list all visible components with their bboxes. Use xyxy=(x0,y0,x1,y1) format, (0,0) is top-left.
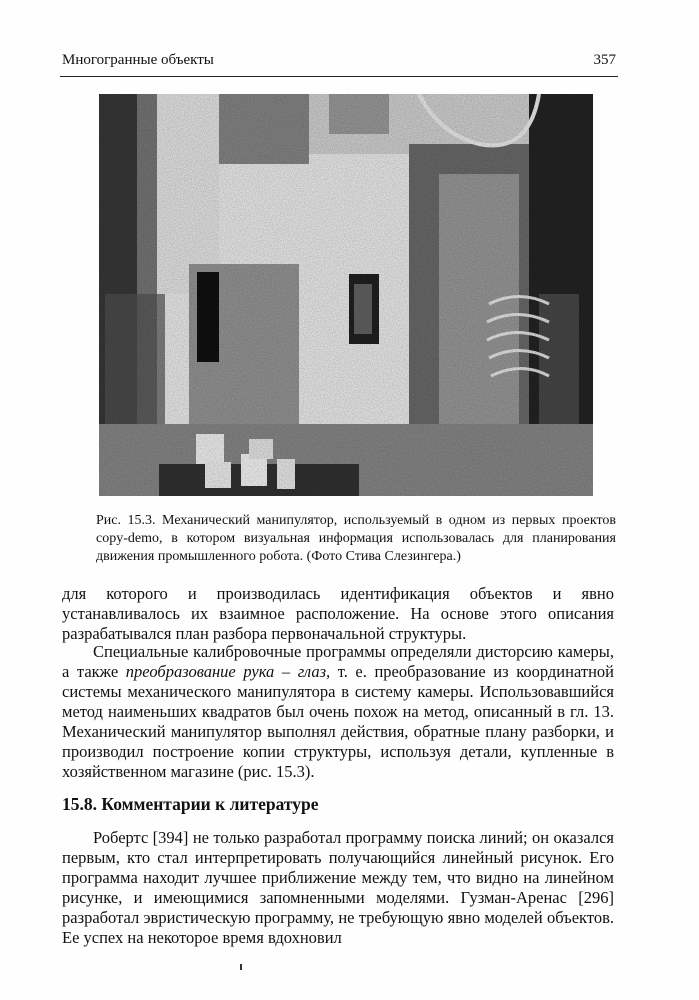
header-rule xyxy=(60,76,618,77)
paragraph-2 xyxy=(62,642,614,782)
figure-caption: Рис. 15.3. Механический манипулятор, используемый в одном из первых проектов copy-demo, в котором визуальная информация использовалась для планирования движения промышленного робота. (Фото Стива Слезингера.) xyxy=(96,513,616,564)
paragraph-2-end: т. е. преобразование из координатной системы механического манипулятора в систему камеры. Использовавшийся метод наименьших квадратов был очень похож на метод, описанный в гл. 13. Механический манипулятор выполнял действия, обратные плану разборки, и производил построение копии структуры, используя детали, купленные в хозяйственном магазине (рис. 15.3). xyxy=(62,662,614,781)
print-artifact-mark xyxy=(240,964,242,970)
paragraph-2-emphasis: преобразование рука – глаз, xyxy=(125,662,331,681)
paragraph-2-start: Специальные калибровочные программы определяли дисторсию камеры, а также xyxy=(62,642,614,681)
photograph-robot-manipulator-icon xyxy=(99,94,593,496)
running-header xyxy=(62,52,616,69)
page-number: 357 xyxy=(593,52,616,68)
running-title: Многогранные объекты xyxy=(62,52,214,68)
figure-photo xyxy=(99,94,593,496)
paragraph-3: Робертс [394] не только разработал программу поиска линий; он оказался первым, кто стал интерпретировать получающийся линейный рисунок. Его программа находит лучшее приближение между тем, что видно на линейном рисунке, и имеющимися запомненными моделями. Гузман-Аренас [296] разработал эвристическую программу, не требующую явно моделей объектов. Ее успех на некоторое время вдохновил xyxy=(62,828,614,947)
paragraph-1: для которого и производилась идентификация объектов и явно устанавливалось их взаимное расположение. На основе этого описания разрабатывался план разбора первоначальной структуры. xyxy=(62,584,614,643)
section-heading: 15.8. Комментарии к литературе xyxy=(62,794,319,814)
